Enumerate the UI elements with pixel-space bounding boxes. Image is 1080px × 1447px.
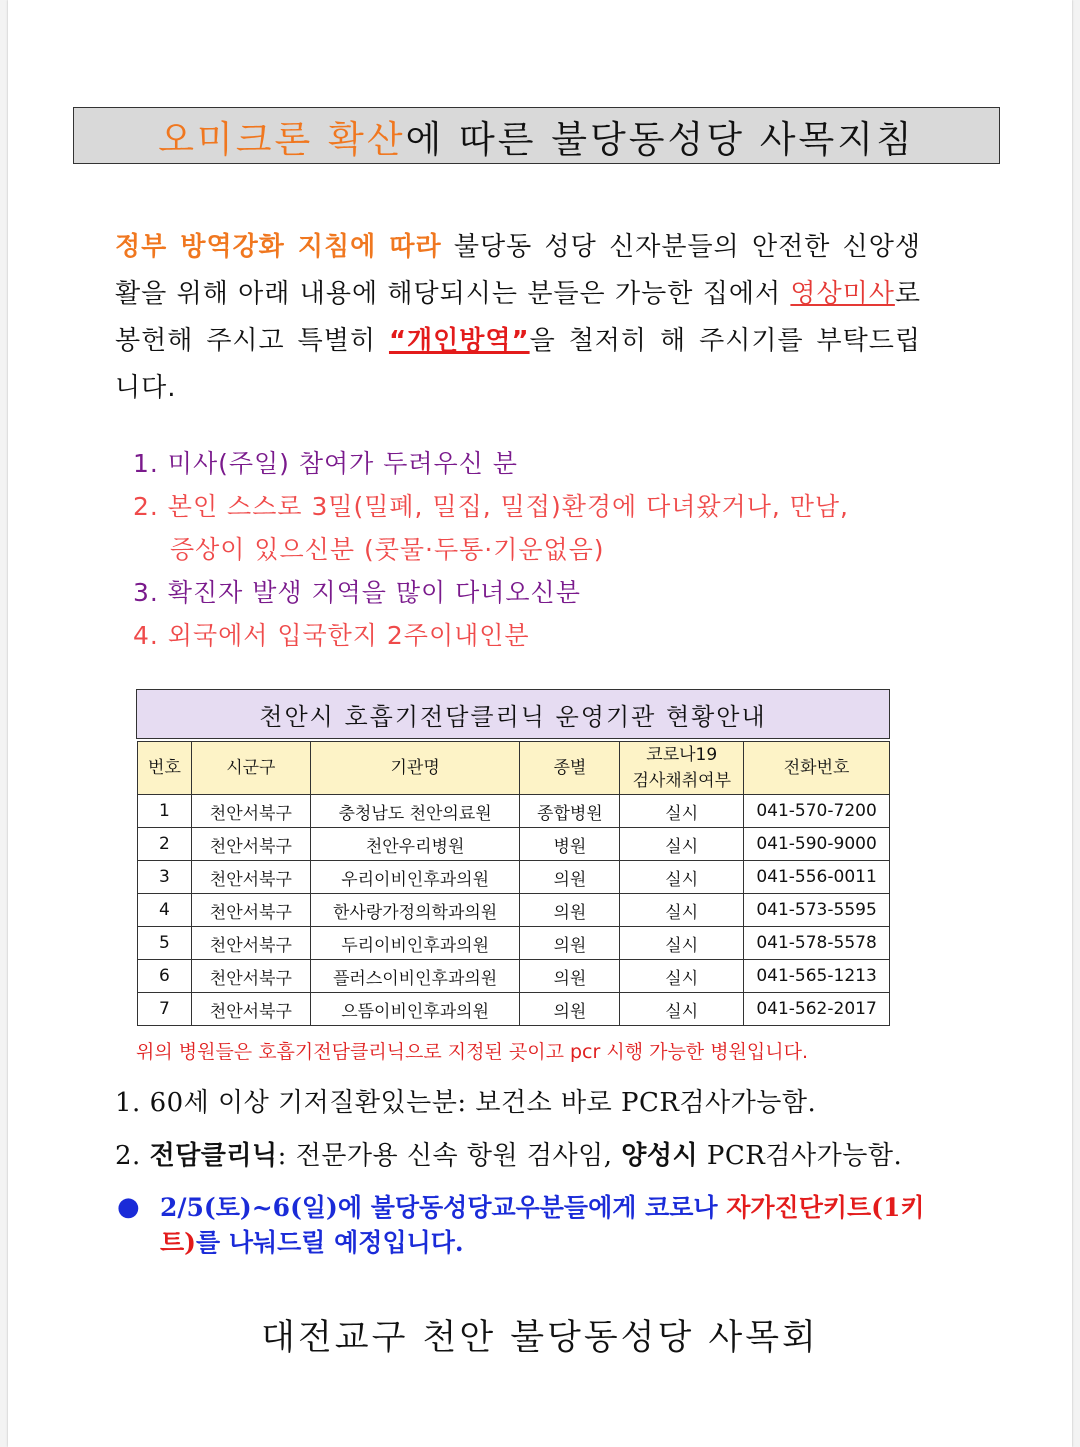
cell-institution: 한사랑가정의학과의원 [310,894,520,927]
cell-institution: 두리이비인후과의원 [310,927,520,960]
cell-type: 의원 [520,927,620,960]
list-item: 1. 미사(주일) 참여가 두려우신 분 [133,449,518,478]
cell-phone: 041-578-5578 [744,927,890,960]
cell-district: 천안서북구 [191,795,310,828]
intro-text-1: 불당동 성당 신자분들의 안전한 신앙생활을 위해 아래 내용에 해당되시는 분들은 가능한 집에서 [115,232,921,309]
cell-institution: 천안우리병원 [310,828,520,861]
intro-highlight: 정부 방역강화 지침에 따라 [115,232,442,262]
cell-type: 종합병원 [520,795,620,828]
info-line-1: 1. 60세 이상 기저질환있는분: 보건소 바로 PCR검사가능함. [115,1088,817,1118]
footer-signature: 대전교구 천안 불당동성당 사목회 [261,1318,819,1358]
header-institution: 기관명 [310,742,520,795]
cell-test: 실시 [620,927,744,960]
cell-number: 6 [138,960,192,993]
header-phone: 전화번호 [744,742,890,795]
list-item: 4. 외국에서 입국한지 2주이내인분 [133,621,530,650]
cell-phone: 041-565-1213 [744,960,890,993]
cell-number: 3 [138,861,192,894]
cell-type: 의원 [520,993,620,1026]
cell-district: 천안서북구 [191,861,310,894]
cell-test: 실시 [620,828,744,861]
cell-district: 천안서북구 [191,927,310,960]
header-type: 종별 [520,742,620,795]
cell-test: 실시 [620,993,744,1026]
cell-number: 2 [138,828,192,861]
cell-test: 실시 [620,861,744,894]
header-number: 번호 [138,742,192,795]
page-title [73,107,1000,164]
cell-phone: 041-590-9000 [744,828,890,861]
cell-test: 실시 [620,795,744,828]
cell-number: 1 [138,795,192,828]
table-note: 위의 병원들은 호흡기전담클리닉으로 지정된 곳이고 pcr 시행 가능한 병원입니다. [136,1041,809,1063]
title-rest: 에 따른 불당동성당 사목지침 [405,117,915,161]
intro-text-3: 을 철저히 해 주시기를 부탁드립니다. [115,326,921,403]
cell-district: 천안서북구 [191,894,310,927]
cell-number: 4 [138,894,192,927]
guideline-list [133,442,933,657]
cell-type: 의원 [520,894,620,927]
intro-text-2: 로 봉헌해 주시고 특별히 [115,279,921,356]
self-test-kit: 자가진단키트(1키트) [160,1193,925,1257]
title-highlight: 오미크론 확산 [158,117,406,161]
info-positive-label: 양성시 [621,1141,699,1171]
table-row [138,993,890,1026]
cell-test: 실시 [620,894,744,927]
header-district: 시군구 [191,742,310,795]
cell-phone: 041-570-7200 [744,795,890,828]
cell-phone: 041-562-2017 [744,993,890,1026]
cell-institution: 플러스이비인후과의원 [310,960,520,993]
cell-institution: 우리이비인후과의원 [310,861,520,894]
cell-district: 천안서북구 [191,960,310,993]
header-covid-test: 코로나19 검사채취여부 [620,742,744,795]
kit-notice: ● 2/5(토)~6(일)에 불당동성당교우분들에게 코로나 자가진단키트(1키트)를 나눠드릴 예정입니다. [117,1192,925,1257]
table-row [138,861,890,894]
table-row [138,828,890,861]
clinic-table [137,741,890,1026]
table-row [138,927,890,960]
table-header-row [138,742,890,795]
cell-phone: 041-573-5595 [744,894,890,927]
cell-institution: 으뜸이비인후과의원 [310,993,520,1026]
intro-video-mass: 영상미사 [790,279,895,309]
cell-test: 실시 [620,960,744,993]
intro-paragraph [115,224,921,412]
table-row [138,795,890,828]
list-item: 3. 확진자 발생 지역을 많이 다녀오신분 [133,578,581,607]
cell-district: 천안서북구 [191,993,310,1026]
cell-type: 병원 [520,828,620,861]
cell-type: 의원 [520,960,620,993]
document-page [8,0,1072,1447]
cell-institution: 충청남도 천안의료원 [310,795,520,828]
cell-number: 7 [138,993,192,1026]
cell-type: 의원 [520,861,620,894]
table-row [138,960,890,993]
intro-personal-quarantine: “개인방역” [388,326,530,356]
cell-phone: 041-556-0011 [744,861,890,894]
list-item-continued: 증상이 있으신분 (콧물·두통·기운없음) [170,535,605,564]
table-title: 천안시 호흡기전담클리닉 운영기관 현황안내 [136,689,890,739]
info-clinic-label: 전담클리닉 [149,1141,278,1171]
table-row [138,894,890,927]
info-line-2: 2. 전담클리닉: 전문가용 신속 항원 검사임, 양성시 PCR검사가능함. [115,1141,903,1171]
cell-district: 천안서북구 [191,828,310,861]
list-item: 2. 본인 스스로 3밀(밀폐, 밀집, 밀접)환경에 다녀왔거나, 만남, [133,492,849,521]
bullet-dot-icon: ● [117,1192,140,1222]
cell-number: 5 [138,927,192,960]
